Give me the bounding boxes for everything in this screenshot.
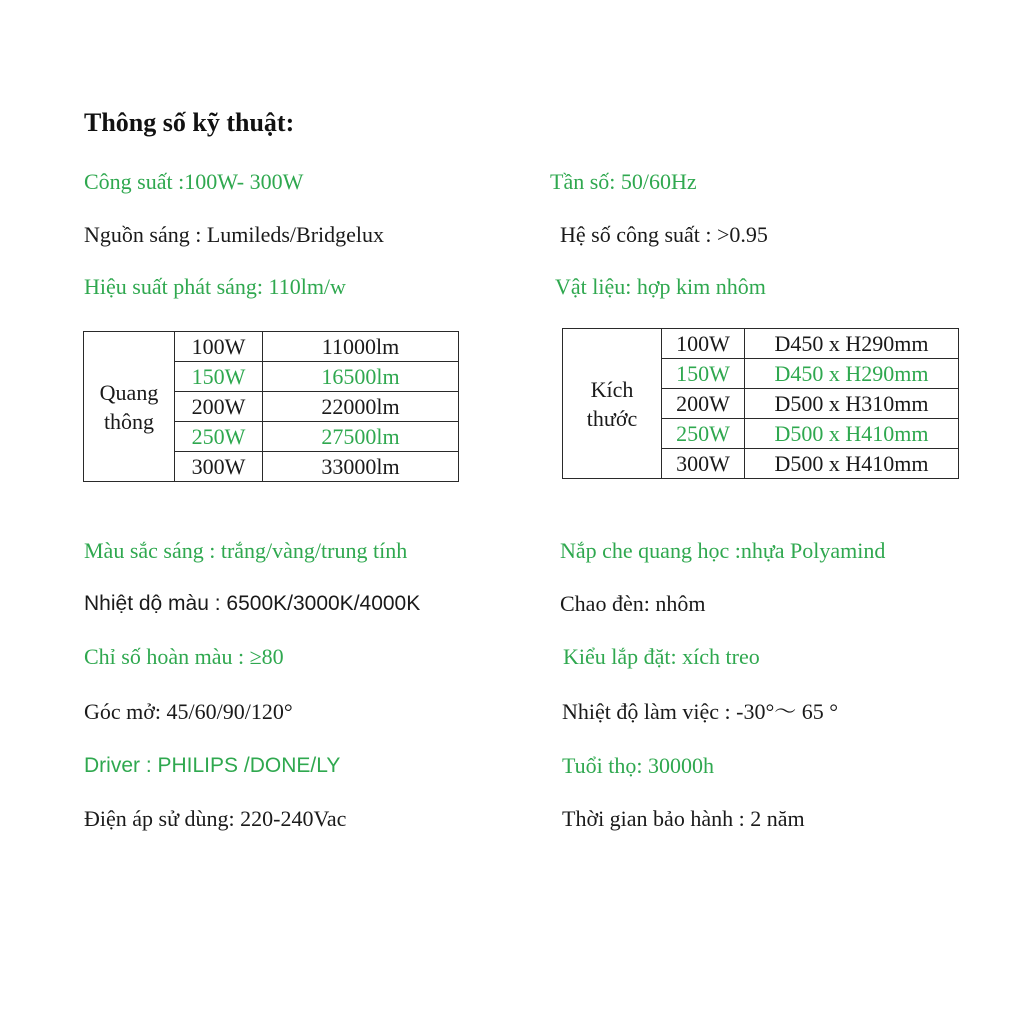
warranty-spec: Thời gian bảo hành : 2 năm xyxy=(562,806,805,831)
efficiency-spec: Hiệu suất phát sáng: 110lm/w xyxy=(84,274,346,299)
lumen-cell: 16500lm xyxy=(263,362,459,392)
dimension-cell: D450 x H290mm xyxy=(745,329,959,359)
table-row xyxy=(563,329,959,359)
dimension-cell: D450 x H290mm xyxy=(745,359,959,389)
dimension-cell: D500 x H410mm xyxy=(745,449,959,479)
lumen-cell: 33000lm xyxy=(263,452,459,482)
operating-temperature-spec: Nhiệt độ làm việc : -30°～ 65 ° xyxy=(562,699,839,724)
group-label-line: thước xyxy=(586,405,638,431)
size-group-label xyxy=(563,329,662,479)
lumen-cell: 22000lm xyxy=(263,392,459,422)
mounting-spec: Kiểu lắp đặt: xích treo xyxy=(563,644,760,669)
watt-cell: 300W xyxy=(175,452,263,482)
watt-cell: 150W xyxy=(662,359,745,389)
watt-cell: 150W xyxy=(175,362,263,392)
dimension-cell: D500 x H310mm xyxy=(745,389,959,419)
table-row xyxy=(84,332,459,362)
group-label-line: Quang xyxy=(99,379,159,405)
watt-cell: 250W xyxy=(175,422,263,452)
lifetime-spec: Tuổi thọ: 30000h xyxy=(562,753,715,778)
lumen-cell: 11000lm xyxy=(263,332,459,362)
watt-cell: 250W xyxy=(662,419,745,449)
optical-cover-spec: Nắp che quang học :nhựa Polyamind xyxy=(560,538,886,563)
light-source-spec: Nguồn sáng : Lumileds/Bridgelux xyxy=(84,222,385,247)
beam-angle-spec: Góc mở: 45/60/90/120° xyxy=(84,699,293,724)
lumen-table xyxy=(83,331,459,482)
watt-cell: 100W xyxy=(662,329,745,359)
color-temperature-spec: Nhiệt dộ màu : 6500K/3000K/4000K xyxy=(84,592,421,615)
lumen-cell: 27500lm xyxy=(263,422,459,452)
group-label-line: Kích xyxy=(590,376,634,402)
spec-title: Thông số kỹ thuật: xyxy=(84,108,295,137)
light-color-spec: Màu sắc sáng : trắng/vàng/trung tính xyxy=(84,538,408,563)
voltage-spec: Điện áp sử dùng: 220-240Vac xyxy=(84,806,347,831)
power-spec: Công suất :100W- 300W xyxy=(84,169,304,194)
size-table xyxy=(562,328,959,479)
power-factor-spec: Hệ số công suất : >0.95 xyxy=(560,222,768,247)
watt-cell: 200W xyxy=(662,389,745,419)
group-label-line: thông xyxy=(103,408,155,434)
material-spec: Vật liệu: hợp kim nhôm xyxy=(555,274,766,299)
frequency-spec: Tần số: 50/60Hz xyxy=(550,169,697,194)
watt-cell: 100W xyxy=(175,332,263,362)
watt-cell: 300W xyxy=(662,449,745,479)
cri-spec: Chỉ số hoàn màu : ≥80 xyxy=(84,644,284,669)
lumen-group-label xyxy=(84,332,175,482)
driver-spec: Driver : PHILIPS /DONE/LY xyxy=(84,754,341,777)
dimension-cell: D500 x H410mm xyxy=(745,419,959,449)
reflector-spec: Chao đèn: nhôm xyxy=(560,591,706,616)
watt-cell: 200W xyxy=(175,392,263,422)
